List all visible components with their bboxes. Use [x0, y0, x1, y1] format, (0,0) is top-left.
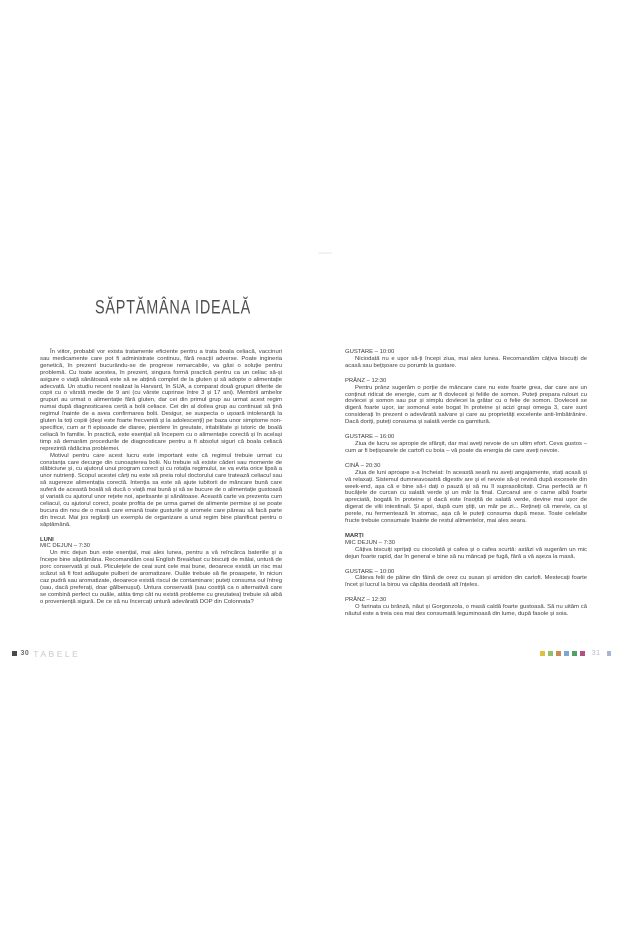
meal-heading: PRÂNZ – 12:30 [345, 377, 387, 384]
page-number-left: 30 [20, 650, 30, 657]
paragraph: Un mic dejun bun este esențial, mai ales lunea, pentru a vă reîncărca bateriile și a începe bine săptămâna. Recomandăm ceai English Breakfast cu biscuiți de mălai, untură de porc conservată și ouă. Pliculețele de ceai sunt cele mai bune, deoarece există un risc mai scăzut să fi fost adăugate pulberi de aromatizare. Ouăle trebuie să fie proaspete, în niciun caz pudră sau aromatizate, deoarece există riscul de contaminare; puteți consuma oul întreg (sau, dacă preferați, doar gălbenușul). Untura conservată (sau costiță ca o alternativă care se combină perfect cu ouăle, atâta timp cât nu există probleme cu greutatea) trebuie să aibă o proveniență sigură. De ce să nu încercați untură adevărată DOP din Colonnata? [40, 550, 282, 605]
paragraph: Ziua de luni aproape s-a încheiat: în această seară nu aveți angajamente, stați acasă și vă relaxați. Sistemul dumneavoastră digestiv are și el nevoie să-și revină după excesele din week-end, așa că e bine să-i dați o pauză și să nu îl suprasolicitați. Cina perfectă ar fi bucățele de curcan cu salată verde și un măr la final. Curcanul are o carne albă foarte apreciată, bogată în proteine și dacă este însoțită de salată verde, devine mai ușor de digerat de vilii intestinali. Și apoi, după cum știți, un măr pe zi... Rețineți că merele, ca și perele, nu fermentează în stomac, așa că le puteți consuma după mese. Toate celelalte fructe trebuie consumate înainte de restul alimentelor, mai ales seara. [345, 469, 587, 525]
paragraph: Ziua de lucru se apropie de sfârșit, dar mai aveți nevoie de un ultim efort. Ceva gustos – cum ar fi bețișoarele de cartofi cu boia – vă poate da energia de care aveți nevoie. [345, 440, 587, 454]
paragraph: În viitor, probabil vor exista tratamente eficiente pentru a trata boala celiacă, vaccinuri sau medicamente care pot fi administrate continuu, fără reacții adverse. Poate ingineria genetică, în prezent bucurându-se de progrese remarcabile, va găsi o soluție pentru problemă. Cu toate acestea, în prezent, singura formă practică pentru ca un celiac să-și asigure o viață sănătoasă este să se abțină complet de la gluten și să adopte o alimentație adecvată. Un studiu recent realizat la Harvard, în SUA, a comparat două grupuri diferite de copii cu o vârstă medie de 9 ani (cu vârste cuprinse între 3 și 17 ani). Membrii ambelor grupuri au urmat o alimentație fără gluten, dar cei din primul grup au urmat acest regim numai după diagnosticarea certă a bolii celiace. Cei din al doilea grup au continuat să țină regimul înainte de a avea confirmarea bolii. Desigur, se suspecta o ușoară intoleranță la gluten la toți copiii (deși este foarte frecventă și la adolescenți) pe baza unor simptome non-specifice, cum ar fi episoade de diaree, pierdere în greutate, iritabilitate și istoric de boală celiacă în familie. În practică, este esențial să începem cu o alimentație corectă și în același timp să demarăm procedurile de diagnosticare pentru a fi absolut siguri că boala celiacă reprezintă rădăcina problemei. [40, 349, 282, 452]
color-swatch [572, 651, 577, 656]
paragraph: Motivul pentru care acest lucru este important este că regimul trebuie urmat cu constanța care decurge din cunoașterea bolii. Nu trebuie să existe căderi sau momente de slăbiciune și, cu ajutorul unui program corect și cu rotația regimului, se va evita orice lipsă a unor nutrienți. Scopul acestei cărți nu este să preia rolul doctorului care tratează celiacul sau să sugereze alimentația corectă. Intenția sa este să ajute iubitorii de mâncare bună care suferă de această boală să ducă o viață mai bună și să se bucure de o alimentație gustoasă și variată cu ajutorul unor rețete noi, apetisante și sănătoase. Această carte va prezenta cum celiacul, cu ajutorul corect, poate profita de pe urma gamei de alimente permise și se poate bucura din nou de o masă care emană toate gusturile și aromele care păreau să facă parte din trecut. Mai jos regăsiți un exemplu de organizare a unui regim bine planificat pentru o săptămână. [40, 452, 282, 528]
paragraph: Câteva felii de pâine din făină de orez cu susan și amidon din cartofi. Mestecați foarte încet și lucrul la birou va căpăta deodată alt înțeles. [345, 575, 587, 589]
meal-heading: GUSTARE – 16:00 [345, 434, 395, 441]
footer-marker-square [12, 651, 17, 656]
color-swatch [564, 651, 569, 656]
page-title: SĂPTĂMÂNA IDEALĂ [95, 296, 252, 318]
meal-heading: PRÂNZ – 12:30 [345, 597, 387, 604]
day-heading: LUNI [40, 536, 54, 543]
meal-heading: GUSTARE – 10:00 [345, 349, 395, 355]
gutter-shadow [318, 252, 332, 254]
right-text-column [345, 349, 587, 618]
color-swatch [540, 651, 545, 656]
paragraph: Pentru prânz sugerăm o porție de mâncare care nu este foarte grea, dar care are un conținut ridicat de energie, cum ar fi dovleceii și feliile de somon. Puteți prepara rulouri cu dovlecei și somon sau pur și simplu dovlecei la grătar cu o felie de somon. Dovleceii se digeră foarte ușor, iar somonul este bogat în proteine și acizi grași omega 3, care sunt considerați în prezent o adevărată salvare și care au proprietăți excelente anti-îmbătrânire. Dacă doriți, puteți consuma și salată verde ca garnitură. [345, 384, 587, 426]
meal-heading: CINĂ – 20:30 [345, 462, 381, 469]
section-label: TABELE [33, 648, 81, 659]
left-text-column [40, 349, 282, 606]
footer-left [12, 649, 80, 658]
footer-right [540, 649, 611, 658]
paragraph: Niciodată nu e ușor să-ți începi ziua, mai ales lunea. Recomandăm câțiva biscuiți de acasă sau bețișoare cu porumb la gustare. [345, 355, 587, 369]
color-swatch-row [540, 651, 585, 656]
color-swatch [580, 651, 585, 656]
meal-heading: MIC DEJUN – 7:30 [40, 543, 91, 550]
paragraph: O farinata cu brânză, năut și Gorgonzola, o masă caldă foarte gustoasă. Să nu uităm că năutul este a treia cea mai des consumată leguminoasă din lume, după fasole și soia. [345, 604, 587, 618]
color-swatch [607, 651, 612, 656]
page-number-right: 31 [591, 650, 601, 657]
color-swatch [556, 651, 561, 656]
meal-heading: MIC DEJUN – 7:30 [345, 539, 396, 546]
day-heading: MARȚI [345, 532, 364, 539]
paragraph: Câțiva biscuiți sprițați cu ciocolată și cafea și o cafea scurtă: astăzi vă sugerăm un mic dejun foarte rapid, dar în general e bine să nu mâncați pe fugă, fără a vă așeza la masă. [345, 546, 587, 560]
color-swatch [548, 651, 553, 656]
trailing-swatch-row [607, 651, 612, 656]
meal-heading: GUSTARE – 10:00 [345, 568, 395, 575]
